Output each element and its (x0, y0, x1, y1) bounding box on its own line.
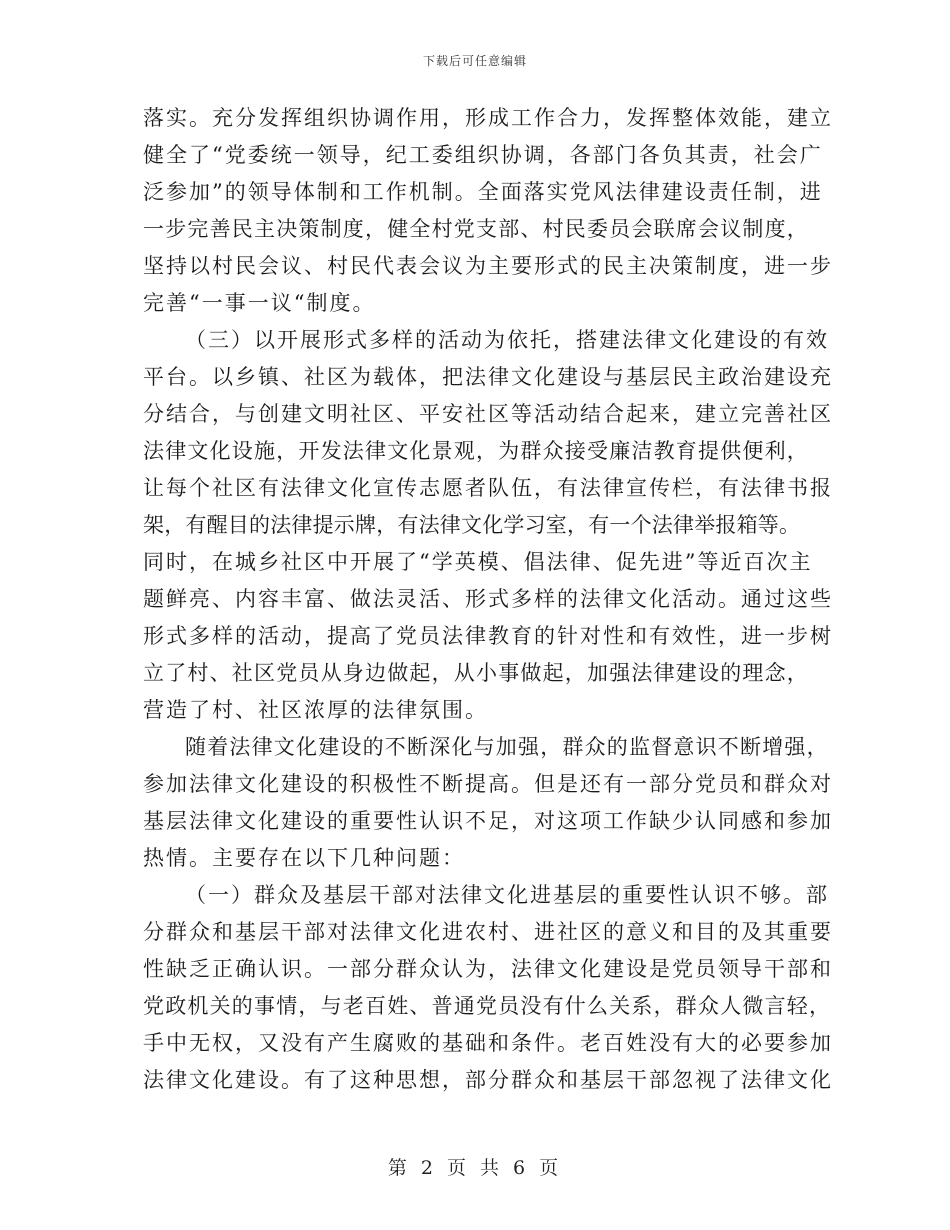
text-line: （一）群众及基层干部对法律文化进基层的重要性认识不够。部 (185, 883, 829, 907)
text-line: 架，有醒目的法律提示牌，有法律文化学习室，有一个法律举报箱等。 (143, 513, 801, 537)
text-line: 坚持以村民会议、村民代表会议为主要形式的民主决策制度，进一步 (143, 254, 833, 278)
text-line: 法律文化建设。有了这种思想，部分群众和基层干部忽视了法律文化 (143, 1068, 833, 1092)
text-line: 让每个社区有法律文化宣传志愿者队伍，有法律宣传栏，有法律书报 (143, 476, 833, 500)
text-line: 一步完善民主决策制度，健全村党支部、村民委员会联席会议制度， (143, 217, 809, 241)
text-line: 性缺乏正确认识。一部分群众认为，法律文化建设是党员领导干部和 (143, 957, 833, 981)
text-line: 分结合，与创建文明社区、平安社区等活动结合起来，建立完善社区 (143, 402, 833, 426)
text-line: 营造了村、社区浓厚的法律氛围。 (143, 698, 488, 722)
text-line: （三）以开展形式多样的活动为依托，搭建法律文化建设的有效 (185, 328, 829, 352)
text-line: 平台。以乡镇、社区为载体，把法律文化建设与基层民主政治建设充 (143, 365, 833, 389)
paragraph-1 (143, 100, 833, 322)
document-body (143, 100, 833, 1099)
paragraph-4 (143, 877, 833, 1099)
text-line: 落实。充分发挥组织协调作用，形成工作合力，发挥整体效能，建立 (143, 106, 833, 130)
paragraph-3 (143, 729, 833, 877)
text-line: 形式多样的活动，提高了党员法律教育的针对性和有效性，进一步树 (143, 624, 833, 648)
text-line: 随着法律文化建设的不断深化与加强，群众的监督意识不断增强， (185, 735, 829, 759)
text-line: 完善“一事一议“制度。 (143, 291, 376, 315)
text-line: 手中无权，又没有产生腐败的基础和条件。老百姓没有大的必要参加 (143, 1031, 833, 1055)
text-line: 同时，在城乡社区中开展了“学英模、倡法律、促先进”等近百次主 (143, 550, 813, 574)
text-line: 法律文化设施，开发法律文化景观，为群众接受廉洁教育提供便利， (143, 439, 809, 463)
text-line: 健全了“党委统一领导，纪工委组织协调，各部门各负其责，社会广 (143, 143, 823, 167)
text-line: 热情。主要存在以下几种问题： (143, 846, 465, 870)
text-line: 基层法律文化建设的重要性认识不足，对这项工作缺少认同感和参加 (143, 809, 833, 833)
text-line: 党政机关的事情，与老百姓、普通党员没有什么关系，群众人微言轻， (143, 994, 832, 1018)
page-footer: 第 2 页 共 6 页 (387, 1157, 563, 1179)
text-line: 参加法律文化建设的积极性不断提高。但是还有一部分党员和群众对 (143, 772, 833, 796)
text-line: 分群众和基层干部对法律文化进农村、进社区的意义和目的及其重要 (143, 920, 833, 944)
text-line: 题鲜亮、内容丰富、做法灵活、形式多样的法律文化活动。通过这些 (143, 587, 833, 611)
text-line: 泛参加”的领导体制和工作机制。全面落实党风法律建设责任制，进 (143, 180, 823, 204)
page-header: 下载后可任意编辑 (422, 54, 527, 68)
paragraph-2 (143, 322, 833, 729)
text-line: 立了村、社区党员从身边做起，从小事做起，加强法律建设的理念， (143, 661, 809, 685)
